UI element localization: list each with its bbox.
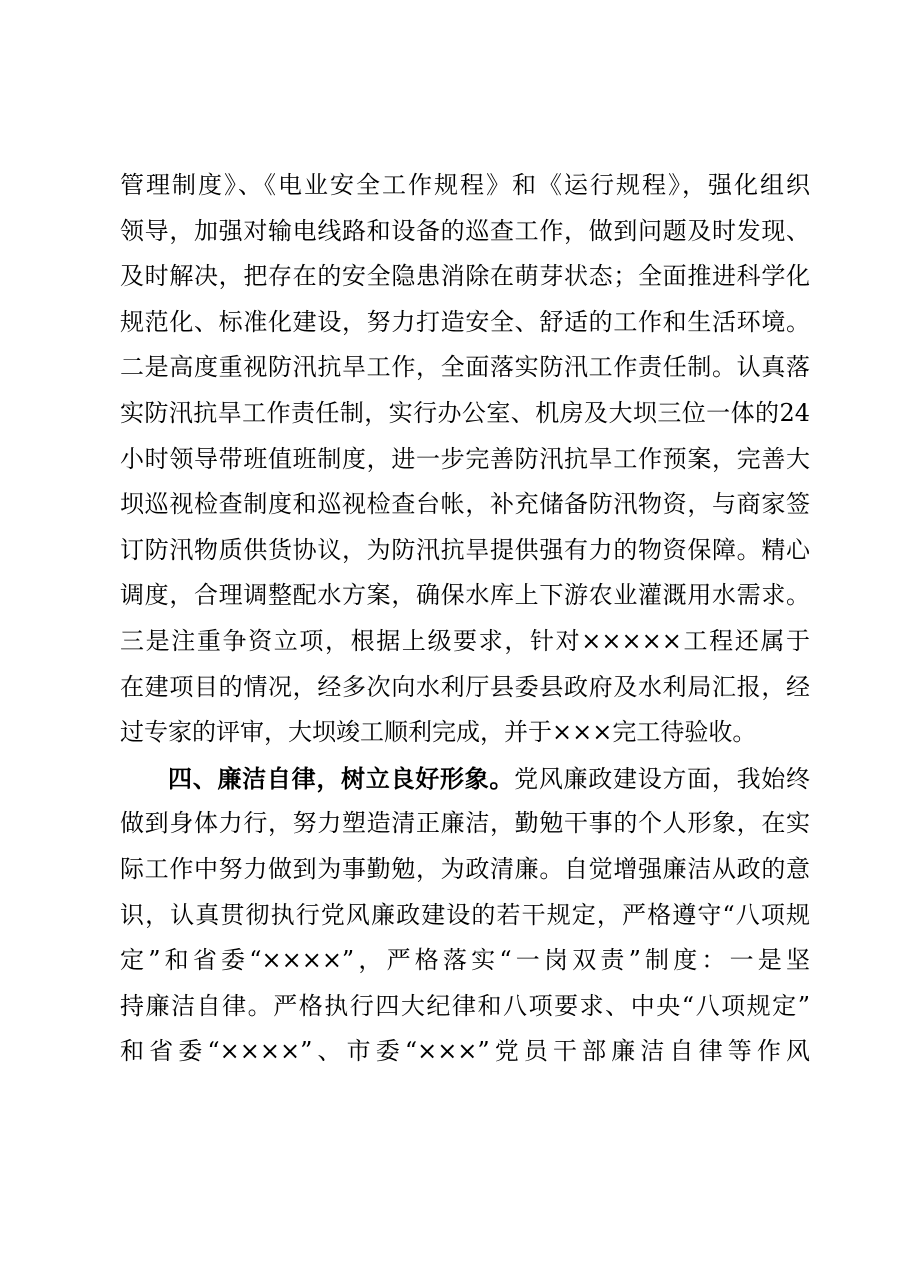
text-line: 三是注重争资立项，根据上级要求，针对×××××工程还属于 [120,626,810,655]
text-line: 在建项目的情况，经多次向水利厅县委县政府及水利局汇报，经 [120,672,810,701]
text-line: 实防汛抗旱工作责任制，实行办公室、机房及大坝三位一体的24 [120,398,810,427]
text-line: 际工作中努力做到为事勤勉，为政清廉。自觉增强廉洁从政的意 [120,854,810,883]
text-line: 管理制度》、《电业安全工作规程》和《运行规程》，强化组织 [120,171,810,199]
text-line: 定”和省委“××××”，严格落实“一岗双责”制度：一是坚 [120,946,810,975]
body-text [120,163,810,1075]
text-line: 做到身体力行，努力塑造清正廉洁，勤勉干事的个人形象，在实 [120,809,810,838]
text-line: 订防汛物质供货协议，为防汛抗旱提供强有力的物资保障。精心 [120,535,810,564]
text-line: 坝巡视检查制度和巡视检查台帐，补充储备防汛物资，与商家签 [120,490,810,519]
text-line: 识，认真贯彻执行党风廉政建设的若干规定，严格遵守“八项规 [120,900,810,929]
text-line: 持廉洁自律。严格执行四大纪律和八项要求、中央“八项规定” [120,991,810,1020]
text-line: 小时领导带班值班制度，进一步完善防汛抗旱工作预案，完善大 [120,444,810,473]
section-first-line-text: 党风廉政建设方面，我始终 [514,764,811,793]
section-heading: 四、廉洁自律，树立良好形象。 [168,763,515,793]
text-line: 二是高度重视防汛抗旱工作，全面落实防汛工作责任制。认真落 [120,353,810,382]
text-line: 及时解决，把存在的安全隐患消除在萌芽状态；全面推进科学化 [120,262,810,291]
text-line: 和省委“××××”、市委“×××”党员干部廉洁自律等作风 [120,1037,810,1066]
text-line: 过专家的评审，大坝竣工顺利完成，并于×××完工待验收。 [120,718,757,747]
text-line: 规范化、标准化建设，努力打造安全、舒适的工作和生活环境。 [120,307,810,336]
text-line: 领导，加强对输电线路和设备的巡查工作，做到问题及时发现、 [120,216,810,245]
section-first-line [120,756,810,802]
text-line: 调度，合理调整配水方案，确保水库上下游农业灌溉用水需求。 [120,581,810,610]
